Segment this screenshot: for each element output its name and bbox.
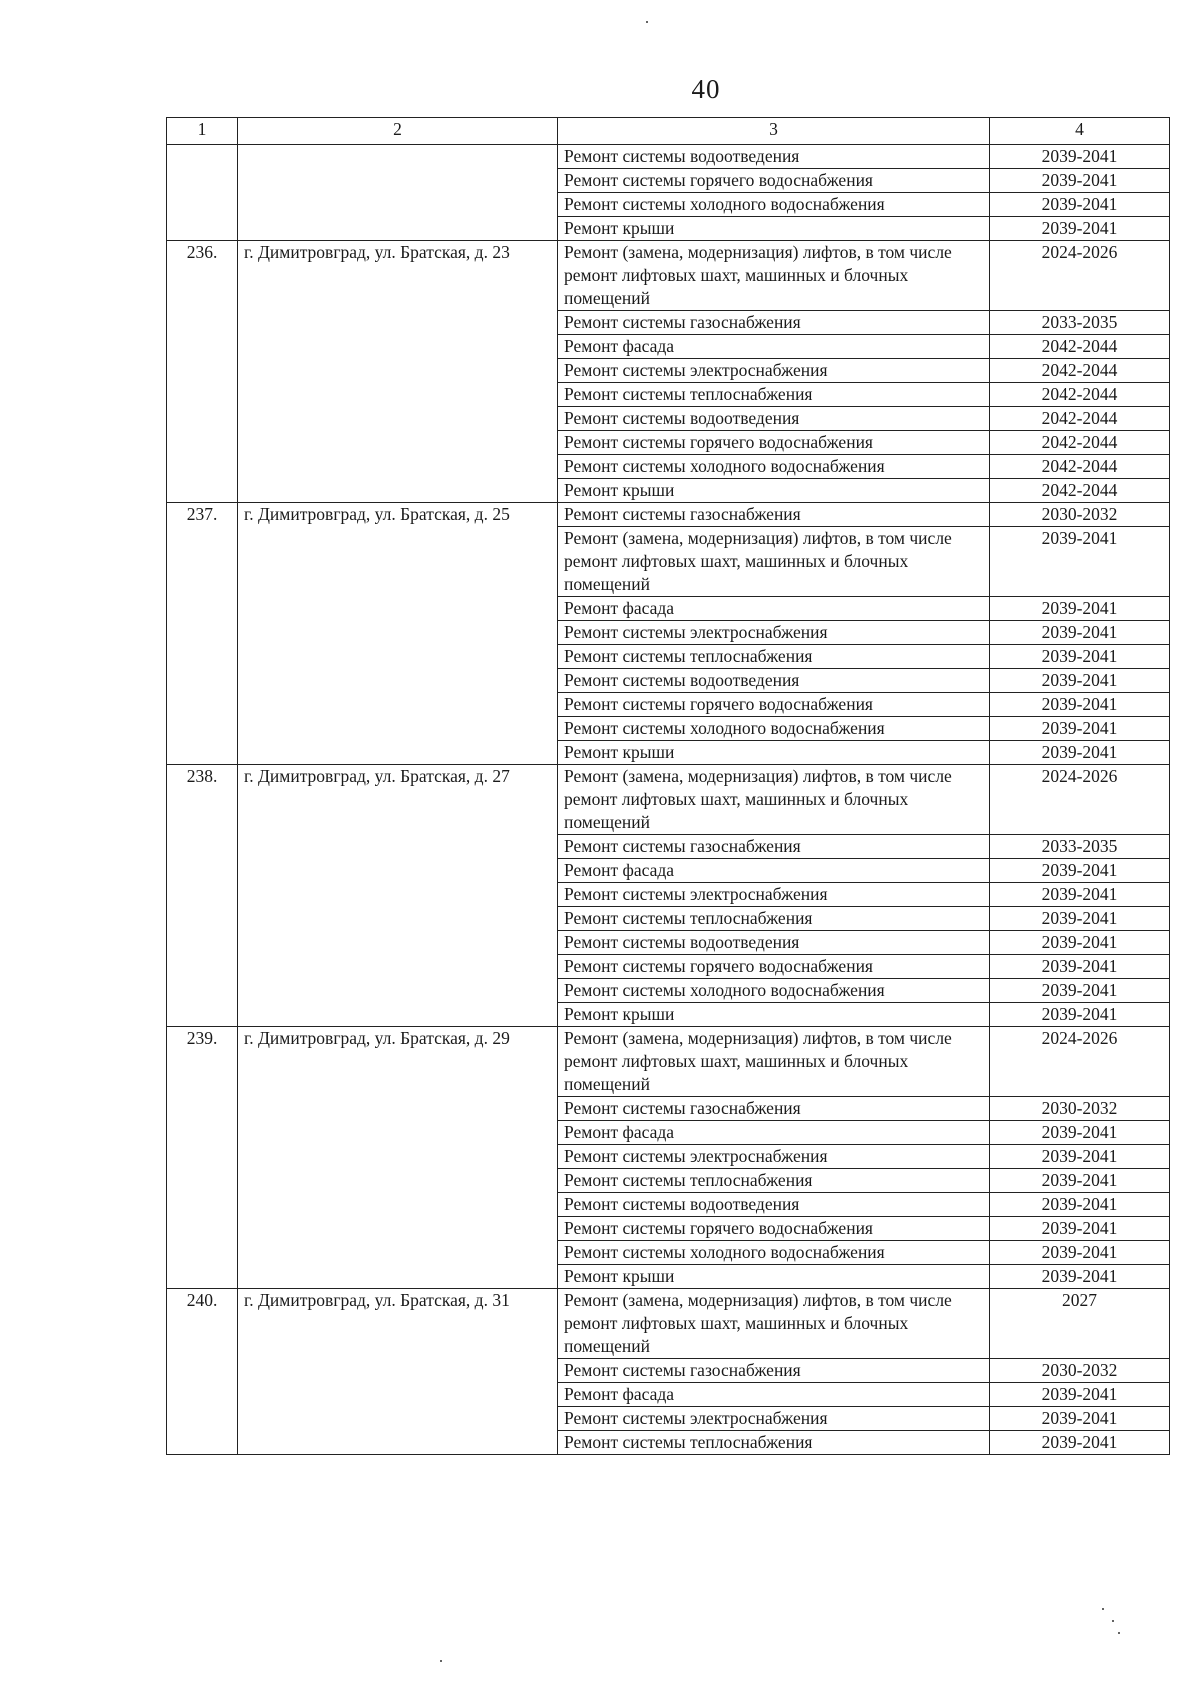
work-type: Ремонт системы теплоснабжения <box>558 1431 990 1455</box>
work-period: 2042-2044 <box>990 335 1170 359</box>
work-period: 2039-2041 <box>990 169 1170 193</box>
work-type: Ремонт системы теплоснабжения <box>558 907 990 931</box>
work-period: 2039-2041 <box>990 1003 1170 1027</box>
work-period: 2030-2032 <box>990 503 1170 527</box>
item-number: 236. <box>167 241 238 503</box>
work-period: 2039-2041 <box>990 1241 1170 1265</box>
item-number: 240. <box>167 1289 238 1455</box>
work-type: Ремонт системы газоснабжения <box>558 835 990 859</box>
work-period: 2042-2044 <box>990 407 1170 431</box>
work-type: Ремонт системы холодного водоснабжения <box>558 979 990 1003</box>
work-type: Ремонт системы горячего водоснабжения <box>558 431 990 455</box>
work-type: Ремонт системы теплоснабжения <box>558 645 990 669</box>
work-type: Ремонт (замена, модернизация) лифтов, в том числе ремонт лифтовых шахт, машинных и блочных помещений <box>558 1289 990 1359</box>
scan-speck <box>1112 1620 1114 1622</box>
work-period: 2039-2041 <box>990 1145 1170 1169</box>
work-period: 2039-2041 <box>990 979 1170 1003</box>
work-type: Ремонт системы водоотведения <box>558 407 990 431</box>
work-period: 2042-2044 <box>990 431 1170 455</box>
work-type: Ремонт (замена, модернизация) лифтов, в том числе ремонт лифтовых шахт, машинных и блочных помещений <box>558 1027 990 1097</box>
work-period: 2039-2041 <box>990 741 1170 765</box>
work-type: Ремонт системы холодного водоснабжения <box>558 1241 990 1265</box>
building-address: г. Димитровград, ул. Братская, д. 31 <box>238 1289 558 1455</box>
header-row <box>167 118 1170 145</box>
work-type: Ремонт системы горячего водоснабжения <box>558 1217 990 1241</box>
building-address <box>238 145 558 241</box>
building-address: г. Димитровград, ул. Братская, д. 27 <box>238 765 558 1027</box>
work-type: Ремонт системы горячего водоснабжения <box>558 955 990 979</box>
page-number: 40 <box>691 74 721 104</box>
work-type: Ремонт системы холодного водоснабжения <box>558 717 990 741</box>
work-type: Ремонт крыши <box>558 479 990 503</box>
work-period: 2039-2041 <box>990 859 1170 883</box>
work-type: Ремонт системы электроснабжения <box>558 1145 990 1169</box>
building-address: г. Димитровград, ул. Братская, д. 23 <box>238 241 558 503</box>
scan-speck <box>646 21 648 23</box>
work-period: 2030-2032 <box>990 1359 1170 1383</box>
work-type: Ремонт фасада <box>558 597 990 621</box>
work-type: Ремонт системы электроснабжения <box>558 621 990 645</box>
work-type: Ремонт фасада <box>558 1121 990 1145</box>
work-period: 2042-2044 <box>990 383 1170 407</box>
table-row <box>167 765 1170 835</box>
work-period: 2042-2044 <box>990 455 1170 479</box>
work-type: Ремонт системы холодного водоснабжения <box>558 455 990 479</box>
work-period: 2039-2041 <box>990 907 1170 931</box>
table-row <box>167 1289 1170 1359</box>
header-col-1: 1 <box>167 118 238 145</box>
work-period: 2039-2041 <box>990 1407 1170 1431</box>
building-address: г. Димитровград, ул. Братская, д. 29 <box>238 1027 558 1289</box>
work-period: 2039-2041 <box>990 1193 1170 1217</box>
work-type: Ремонт системы горячего водоснабжения <box>558 169 990 193</box>
table-row <box>167 145 1170 169</box>
work-type: Ремонт системы водоотведения <box>558 145 990 169</box>
table-body <box>167 145 1170 1455</box>
work-type: Ремонт фасада <box>558 335 990 359</box>
scan-speck <box>1102 1608 1104 1610</box>
table-row <box>167 503 1170 527</box>
work-period: 2039-2041 <box>990 1121 1170 1145</box>
work-period: 2039-2041 <box>990 597 1170 621</box>
work-period: 2039-2041 <box>990 1383 1170 1407</box>
work-period: 2039-2041 <box>990 1169 1170 1193</box>
work-period: 2039-2041 <box>990 645 1170 669</box>
work-period: 2039-2041 <box>990 669 1170 693</box>
work-period: 2039-2041 <box>990 931 1170 955</box>
item-number: 239. <box>167 1027 238 1289</box>
work-type: Ремонт крыши <box>558 1003 990 1027</box>
work-type: Ремонт системы водоотведения <box>558 669 990 693</box>
work-type: Ремонт системы теплоснабжения <box>558 383 990 407</box>
work-type: Ремонт системы газоснабжения <box>558 1097 990 1121</box>
work-type: Ремонт системы электроснабжения <box>558 883 990 907</box>
work-type: Ремонт крыши <box>558 741 990 765</box>
work-period: 2039-2041 <box>990 527 1170 597</box>
work-type: Ремонт системы горячего водоснабжения <box>558 693 990 717</box>
work-period: 2033-2035 <box>990 835 1170 859</box>
work-type: Ремонт системы газоснабжения <box>558 1359 990 1383</box>
work-type: Ремонт системы водоотведения <box>558 931 990 955</box>
work-type: Ремонт (замена, модернизация) лифтов, в том числе ремонт лифтовых шахт, машинных и блочных помещений <box>558 241 990 311</box>
work-type: Ремонт системы электроснабжения <box>558 1407 990 1431</box>
work-type: Ремонт фасада <box>558 1383 990 1407</box>
table-row <box>167 1027 1170 1097</box>
building-address: г. Димитровград, ул. Братская, д. 25 <box>238 503 558 765</box>
work-type: Ремонт системы теплоснабжения <box>558 1169 990 1193</box>
work-period: 2039-2041 <box>990 883 1170 907</box>
work-period: 2039-2041 <box>990 1217 1170 1241</box>
work-period: 2039-2041 <box>990 955 1170 979</box>
work-period: 2039-2041 <box>990 145 1170 169</box>
item-number: 238. <box>167 765 238 1027</box>
item-number <box>167 145 238 241</box>
work-period: 2024-2026 <box>990 1027 1170 1097</box>
header-col-4: 4 <box>990 118 1170 145</box>
item-number: 237. <box>167 503 238 765</box>
work-type: Ремонт системы газоснабжения <box>558 311 990 335</box>
repair-schedule-table <box>166 117 1170 1455</box>
work-period: 2039-2041 <box>990 621 1170 645</box>
work-period: 2042-2044 <box>990 479 1170 503</box>
scan-speck <box>440 1660 442 1662</box>
work-period: 2039-2041 <box>990 717 1170 741</box>
work-type: Ремонт фасада <box>558 859 990 883</box>
work-period: 2039-2041 <box>990 693 1170 717</box>
work-type: Ремонт (замена, модернизация) лифтов, в том числе ремонт лифтовых шахт, машинных и блочных помещений <box>558 765 990 835</box>
work-period: 2033-2035 <box>990 311 1170 335</box>
work-period: 2024-2026 <box>990 241 1170 311</box>
work-type: Ремонт системы газоснабжения <box>558 503 990 527</box>
header-col-3: 3 <box>558 118 990 145</box>
work-period: 2039-2041 <box>990 217 1170 241</box>
work-period: 2042-2044 <box>990 359 1170 383</box>
work-type: Ремонт (замена, модернизация) лифтов, в том числе ремонт лифтовых шахт, машинных и блочных помещений <box>558 527 990 597</box>
work-type: Ремонт крыши <box>558 1265 990 1289</box>
work-type: Ремонт крыши <box>558 217 990 241</box>
work-type: Ремонт системы электроснабжения <box>558 359 990 383</box>
work-type: Ремонт системы холодного водоснабжения <box>558 193 990 217</box>
work-period: 2024-2026 <box>990 765 1170 835</box>
work-period: 2027 <box>990 1289 1170 1359</box>
work-period: 2039-2041 <box>990 193 1170 217</box>
work-period: 2039-2041 <box>990 1431 1170 1455</box>
work-type: Ремонт системы водоотведения <box>558 1193 990 1217</box>
table-row <box>167 241 1170 311</box>
work-period: 2039-2041 <box>990 1265 1170 1289</box>
header-col-2: 2 <box>238 118 558 145</box>
scan-speck <box>1118 1632 1120 1634</box>
work-period: 2030-2032 <box>990 1097 1170 1121</box>
